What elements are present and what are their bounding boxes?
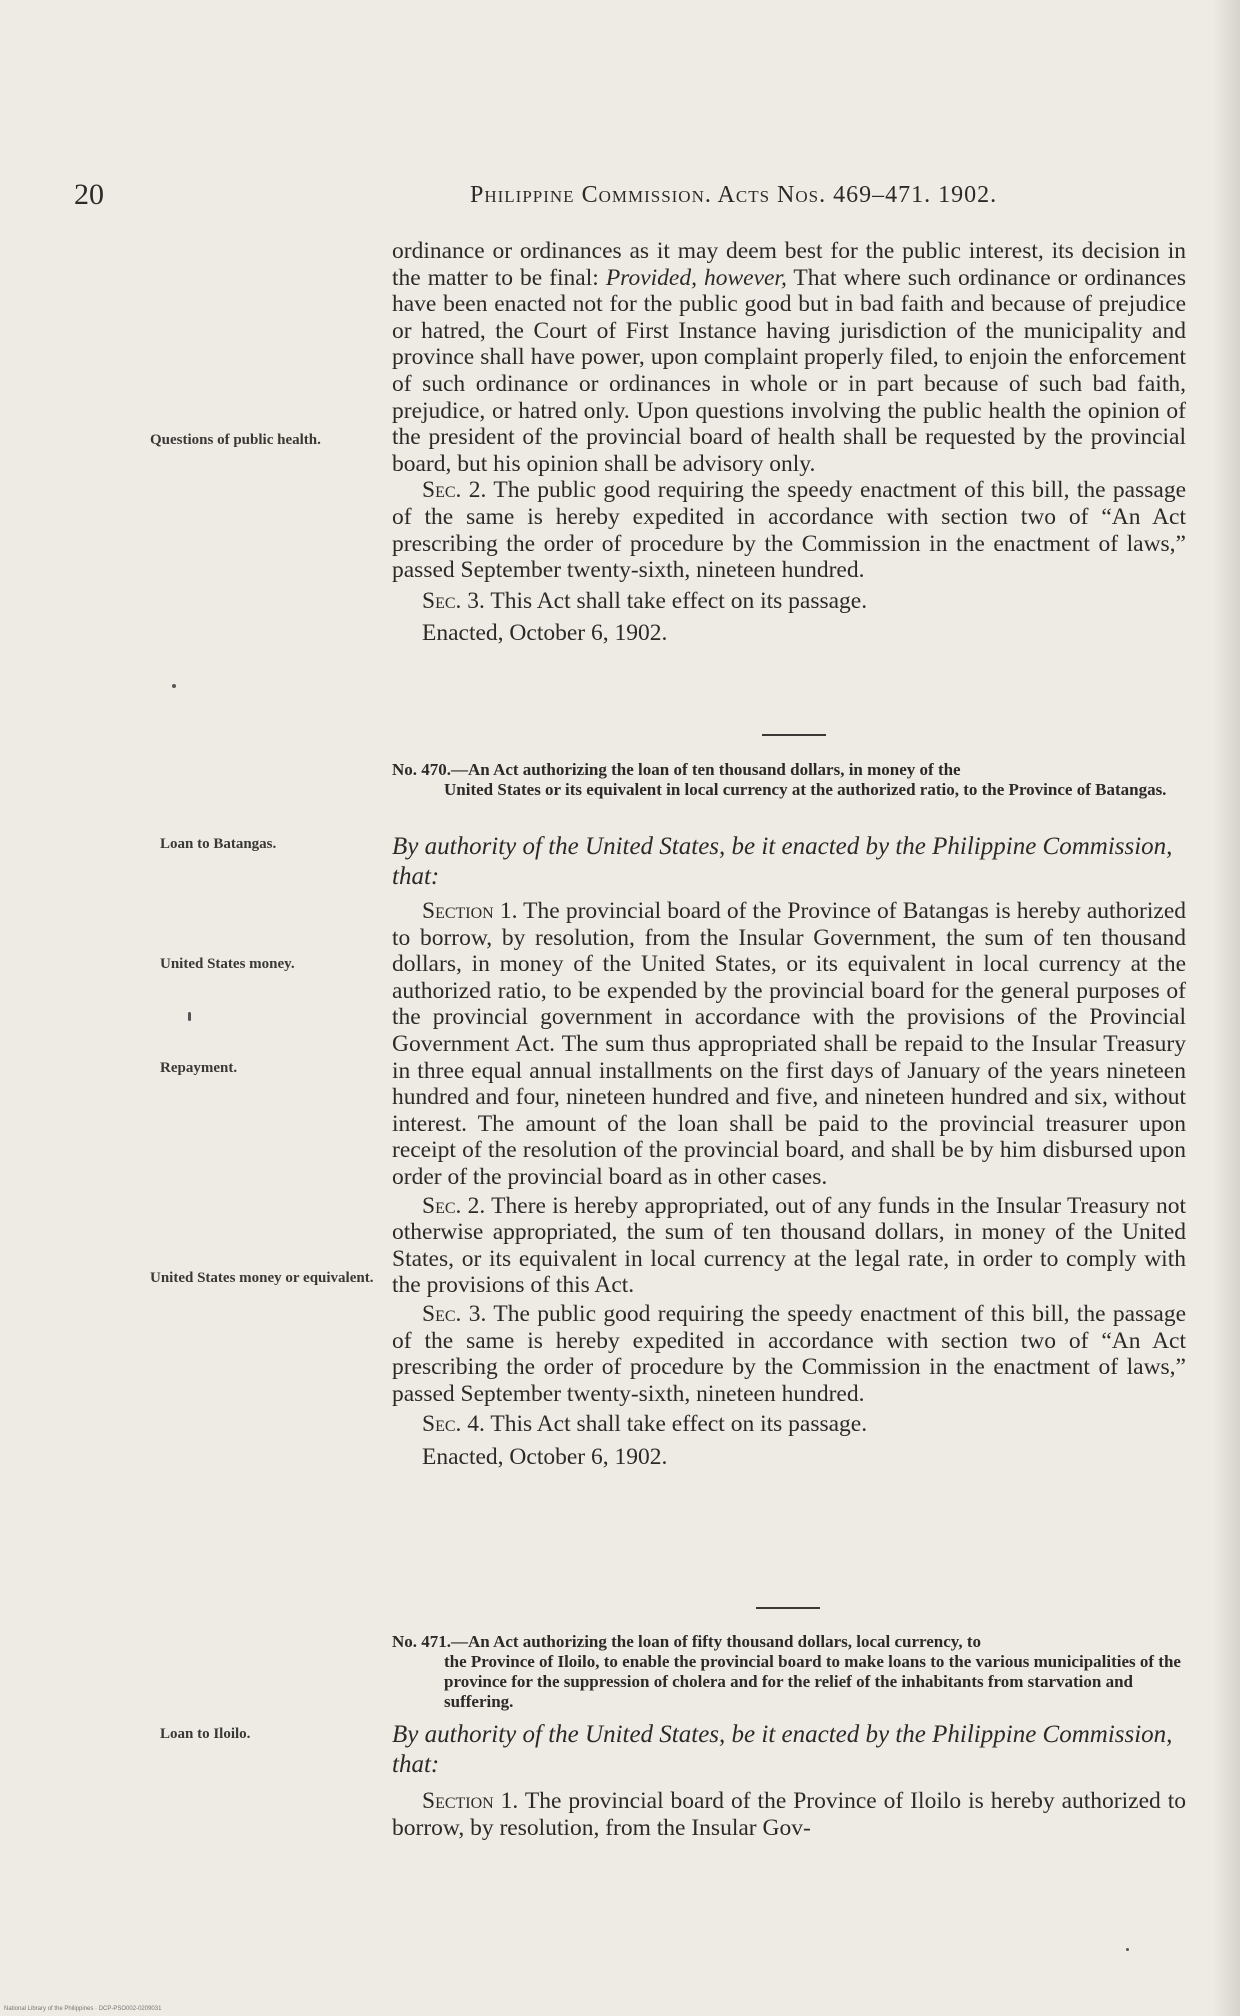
margin-note-repayment: Repayment. [160, 1060, 238, 1076]
margin-note-us-money: United States money. [160, 956, 295, 972]
page-header [0, 178, 1240, 218]
page-number: 20 [74, 178, 104, 211]
act470-title: No. 470.—An Act authorizing the loan of ten thousand dollars, in money of the United States or its equivalent in local currency at the authorized ratio, to the Province of Batangas. [392, 760, 1167, 799]
section-divider-rule [762, 734, 826, 736]
act471-body [392, 1788, 1186, 1841]
margin-note-us-money-or-equivalent: United States money or equivalent. [150, 1270, 374, 1286]
act469-section-3: Sec. 3. This Act shall take effect on its passage. [422, 587, 868, 614]
margin-note-public-health: Questions of public health. [150, 432, 321, 448]
act470-section-2: Sec. 2. There is hereby appropriated, out of any funds in the Insular Treasury not otherwise appropriated, the sum of ten thousand dollars, in money of the United States, or its equivalent in local currency at the legal rate, in order to comply with the provisions of this Act. [392, 1192, 1186, 1299]
act470-section-4: Sec. 4. This Act shall take effect on its passage. [422, 1411, 868, 1438]
act469-proviso-paragraph: ordinance or ordinances as it may deem best for the public interest, its decision in the matter to be final: Provided, however, That where such ordinance or ordinances have been enacted not for the public good but in bad faith and because of prejudice or hatred, the Court of First Instance having jurisdiction of the municipality and province shall have power, upon complaint properly filed, to enjoin the enforcement of such ordinance or ordinances in whole or in part because of such bad faith, prejudice, or hatred only. Upon questions involving the public health the opinion of the president of the provincial board of health shall be requested by the provincial board, but his opinion shall be advisory only. [392, 238, 1187, 477]
act470-section-3: Sec. 3. The public good requiring the speedy enactment of this bill, the passage of the same is hereby expedited in accordance with section two of “An Act prescribing the order of procedure by the Commission in the enactment of laws,” passed September twenty-sixth, nineteen hundred. [392, 1300, 1187, 1407]
act469-section-2: Sec. 2. The public good requiring the speedy enactment of this bill, the passage of the same is hereby expedited in accordance with section two of “An Act prescribing the order of procedure by the Commission in the enactment of laws,” passed September twenty-sixth, nineteen hundred. [392, 477, 1187, 584]
margin-note-loan-batangas: Loan to Batangas. [160, 836, 277, 852]
act470-section-1: Section 1. The provincial board of the Province of Batangas is hereby authorized to borrow, by resolution, from the Insular Government, the sum of ten thousand dollars, in money of the United States, or its equivalent in local currency at the authorized ratio, to be expended by the provincial board for the general purposes of the provincial government in accordance with the provisions of the Provincial Government Act. The sum thus appropriated shall be repaid to the Insular Treasury in three equal annual installments on the first days of January of the years nineteen hundred and four, nineteen hundred and five, and nineteen hundred and six, without interest. The amount of the loan shall be paid to the provincial treasurer upon receipt of the resolution of the provincial board, and shall be by him disbursed upon order of the provincial board as in other cases. [392, 898, 1186, 1190]
ink-speck [172, 684, 176, 688]
scan-footer-mark: National Library of the Philippines · DCP-PSO002-0209031 [4, 2006, 162, 2012]
act470-enacted-date: Enacted, October 6, 1902. [422, 1443, 668, 1470]
page-edge-shadow [1212, 0, 1240, 2016]
act471-section-1: Section 1. The provincial board of the Province of Iloilo is hereby authorized to borrow, by resolution, from the Insular Gov- [392, 1788, 1186, 1841]
ink-speck [1126, 1948, 1129, 1951]
ink-speck [188, 1012, 191, 1021]
act469-enacted-date: Enacted, October 6, 1902. [422, 620, 668, 647]
act471-title: No. 471.—An Act authorizing the loan of fifty thousand dollars, local currency, to the Province of Iloilo, to enable the provincial board to make loans to the various municipalities of the province for the suppression of cholera and for the relief of the inhabitants from starvation and suffering. [392, 1632, 1181, 1711]
act470-body [392, 898, 1186, 1470]
section-divider-rule-2 [756, 1607, 820, 1609]
act471-enacting-clause: By authority of the United States, be it enacted by the Philippine Commission, that: [392, 1721, 1173, 1778]
margin-note-loan-iloilo: Loan to Iloilo. [160, 1726, 251, 1742]
act469-continuation [392, 238, 1186, 647]
act470-enacting-clause: By authority of the United States, be it enacted by the Philippine Commission, that: [392, 833, 1173, 890]
running-head: Philippine Commission. Acts Nos. 469–471. 1902. [470, 182, 998, 208]
